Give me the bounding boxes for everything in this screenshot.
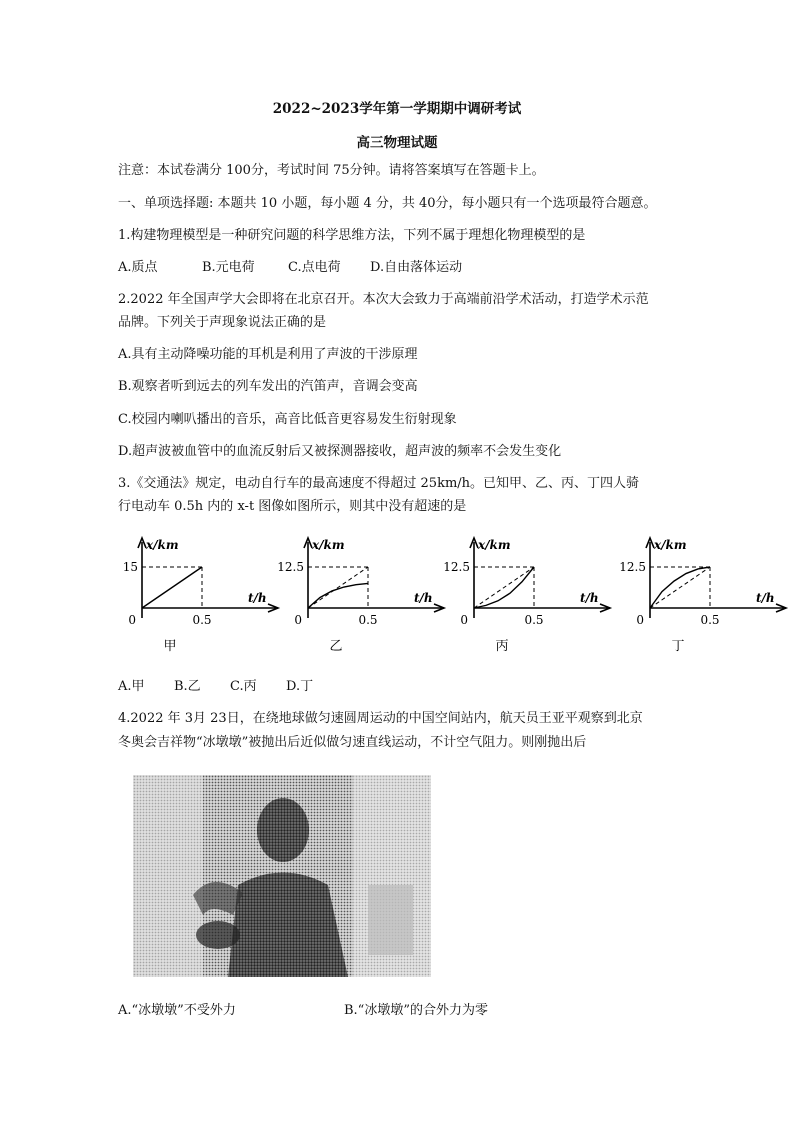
q3-stem-line2: 行电动车 0.5h 内的 x-t 图像如图所示，则其中没有超速的是: [118, 499, 467, 514]
q4-stem-line2: 冬奥会吉祥物“冰墩墩”被抛出后近似做匀速直线运动，不计空气阻力。则刚抛出后: [118, 735, 587, 750]
q3-options: [118, 678, 313, 696]
graph-caption: 甲: [163, 639, 177, 654]
y-axis-label: x/km: [146, 538, 179, 552]
graph-caption: 丙: [495, 639, 509, 654]
q1-option-a: A.质点: [118, 260, 158, 275]
reference-diagonal: [308, 567, 368, 608]
section-heading: 一、单项选择题: 本题共 10 小题，每小题 4 分，共 40分，每小题只有一个选项最符合题意。: [118, 196, 657, 211]
q1-stem: 1.构建物理模型是一种研究问题的科学思维方法，下列不属于理想化物理模型的是: [118, 228, 586, 243]
graph-jia-svg: [120, 530, 285, 660]
graph-bing-svg: [443, 530, 617, 660]
graph-yi: [277, 530, 451, 660]
q2-stem-line1: 2.2022 年全国声学大会即将在北京召开。本次大会致力于高端前沿学术活动，打造学术示范: [118, 292, 649, 307]
origin-label: 0: [294, 613, 302, 627]
q2-option-a: A.具有主动降噪功能的耳机是利用了声波的干涉原理: [118, 347, 418, 362]
y-tick-label: 12.5: [619, 560, 646, 574]
exam-subtitle: 高三物理试题: [356, 135, 438, 151]
x-axis-label: t/h: [756, 591, 775, 605]
q2-option-b: B.观察者听到远去的列车发出的汽笛声，音调会变高: [118, 379, 418, 394]
graph-yi-svg: [277, 530, 451, 660]
origin-label: 0: [128, 613, 136, 627]
origin-label: 0: [636, 613, 644, 627]
q3-option-d: D.丁: [286, 679, 314, 694]
graph-ding: [619, 530, 793, 660]
y-axis-label: x/km: [654, 538, 687, 552]
q1-option-b: B.元电荷: [202, 260, 255, 275]
graph-caption: 乙: [329, 639, 343, 654]
x-axis-label: t/h: [414, 591, 433, 605]
graph-ding-svg: [619, 530, 793, 660]
y-axis-label: x/km: [478, 538, 511, 552]
q3-option-a: A.甲: [118, 679, 145, 694]
q3-option-c: C.丙: [230, 679, 257, 694]
astronaut-photo-image: [133, 775, 431, 977]
q1-option-d: D.自由落体运动: [370, 260, 463, 275]
x-tick-label: 0.5: [700, 613, 720, 627]
origin-label: 0: [460, 613, 468, 627]
graph-jia: [120, 530, 285, 660]
y-tick-label: 15: [122, 560, 138, 574]
q3-stem-line1: 3.《交通法》规定，电动自行车的最高速度不得超过 25km/h。已知甲、乙、丙、丁四人骑: [118, 476, 640, 491]
q2-option-d: D.超声波被血管中的血流反射后又被探测器接收，超声波的频率不会发生变化: [118, 444, 562, 459]
x-axis-label: t/h: [248, 591, 267, 605]
y-axis-label: x/km: [312, 538, 345, 552]
notice-text: 注意：本试卷满分 100分，考试时间 75分钟。请将答案填写在答题卡上。: [118, 163, 545, 178]
graph-caption: 丁: [671, 639, 685, 654]
x-tick-label: 0.5: [358, 613, 378, 627]
q2-option-c: C.校园内喇叭播出的音乐，高音比低音更容易发生衍射现象: [118, 412, 457, 427]
q4-option-b: B.“冰墩墩”的合外力为零: [344, 1003, 488, 1018]
q2-stem-line2: 品牌。下列关于声现象说法正确的是: [118, 315, 327, 330]
q4-options: [118, 1002, 488, 1020]
y-tick-label: 12.5: [277, 560, 304, 574]
y-tick-label: 12.5: [443, 560, 470, 574]
astronaut-photo: [133, 775, 431, 977]
q4-option-a: A.“冰墩墩”不受外力: [118, 1003, 236, 1018]
data-curve: [142, 567, 202, 608]
reference-diagonal: [474, 567, 534, 608]
exam-title: 2022~2023学年第一学期期中调研考试: [272, 101, 522, 117]
q4-stem-line1: 4.2022 年 3月 23日，在绕地球做匀速圆周运动的中国空间站内，航天员王亚平观察到北京: [118, 711, 643, 726]
x-tick-label: 0.5: [524, 613, 544, 627]
graph-bing: [443, 530, 617, 660]
q3-option-b: B.乙: [174, 679, 201, 694]
x-tick-label: 0.5: [192, 613, 212, 627]
x-axis-label: t/h: [580, 591, 599, 605]
reference-diagonal: [650, 567, 710, 608]
q1-option-c: C.点电荷: [288, 260, 341, 275]
q1-options: [118, 259, 462, 277]
